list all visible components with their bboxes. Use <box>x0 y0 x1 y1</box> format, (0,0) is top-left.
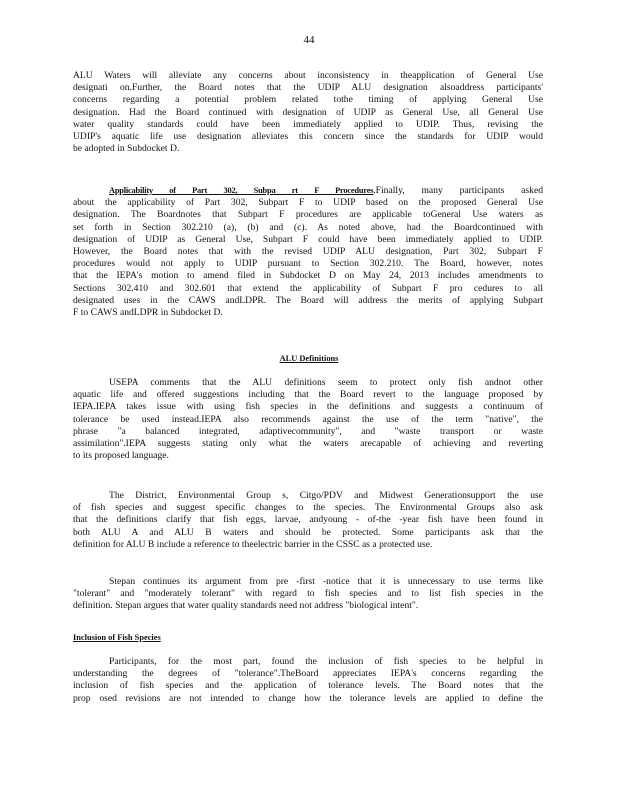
text-line: set forth in Section 302.210 (a), (b) and (c). As noted above, had the Boardcontinued with <box>73 221 543 233</box>
text-line: designation. Had the Board continued with designation of UDIP as General Use, all General Use <box>73 106 543 118</box>
text-line: that the definitions clarify that fish eggs, larvae, andyoung - of-the -year fish have been found in <box>73 514 543 526</box>
text-line: to its proposed language. <box>73 450 169 462</box>
paragraph-applicability <box>73 185 543 319</box>
text-line: be adopted in Subdocket D. <box>73 143 180 155</box>
text-line: IEPA.IEPA takes issue with using fish species in the definitions and suggests a continuum of <box>73 401 543 413</box>
text-span: .Finally, many participants asked <box>373 185 544 196</box>
text-line: The District, Environmental Group s, Citgo/PDV and Midwest Generationsupport the use <box>109 490 543 501</box>
text-line: that the IEPA's motion to amend filed in Subdocket D on May 24, 2013 includes amendments to <box>73 270 543 282</box>
paragraph-usepa-comments <box>73 377 543 462</box>
text-line: Sections 302.410 and 302.601 that extend the applicability of Subpart F pro cedures to all <box>73 282 543 294</box>
text-line: However, the Board notes that with the revised UDIP ALU designation, Part 302, Subpart F <box>73 246 543 258</box>
text-line: procedures would not apply to UDIP pursuant to Section 302.210. The Board, however, notes <box>73 258 543 270</box>
text-line: F to CAWS andLDPR in Subdocket D. <box>73 307 223 319</box>
page-number: 44 <box>303 34 315 46</box>
text-line: designation. The Boardnotes that Subpart F procedures are applicable toGeneral Use waters as <box>73 209 543 221</box>
text-line <box>73 185 543 197</box>
text-line: definition. Stepan argues that water quality standards need not address "biological intent". <box>73 600 419 612</box>
text-line: ALU Waters will alleviate any concerns about inconsistency in theapplication of General Use <box>73 70 543 81</box>
text-line: UDIP's aquatic life use designation alleviates this concern since the standards for UDIP would <box>73 131 543 143</box>
text-line: inclusion of fish species and the application of tolerance levels. The Board notes that the <box>73 680 543 692</box>
applicability-heading: Applicability of Part 302, Subpa rt F Procedures <box>109 186 374 195</box>
text-line: both ALU A and ALU B waters and should be protected. Some participants ask that the <box>73 526 543 538</box>
text-line: about the applicability of Part 302, Subpart F to UDIP based on the proposed General Use <box>73 197 543 209</box>
alu-definitions-heading: ALU Definitions <box>279 354 339 363</box>
text-line: Participants, for the most part, found the inclusion of fish species to be helpful in <box>109 656 543 667</box>
text-line: USEPA comments that the ALU definitions seem to protect only fish andnot other <box>109 377 543 388</box>
text-line: Stepan continues its argument from pre -first -notice that it is unnecessary to use terms like <box>109 576 543 587</box>
text-line: definition for ALU B include a reference to theelectric barrier in the CSSC as a protected use. <box>73 538 433 550</box>
text-line: designated uses in the CAWS andLDPR. The Board will address the merits of applying Subpart <box>73 294 543 306</box>
paragraph-alu-waters <box>73 70 543 155</box>
paragraph-stepan <box>73 576 543 613</box>
inclusion-heading: Inclusion of Fish Species <box>73 633 161 642</box>
text-line: water quality standards could have been immediately applied to UDIP. Thus, revising the <box>73 118 543 130</box>
text-line: prop osed revisions are not intended to change how the tolerance levels are applied to define the <box>73 692 543 704</box>
text-line: phrase "a balanced integrated, adaptivecommunity", and "waste transport or waste <box>73 425 543 437</box>
text-line: designation of UDIP as General Use, Subpart F could have been immediately applied to UDIP. <box>73 233 543 245</box>
text-line: understanding the degrees of "tolerance".TheBoard appreciates IEPA's concerns regarding the <box>73 668 543 680</box>
paragraph-participants <box>73 656 543 705</box>
text-line: designati on.Further, the Board notes that the UDIP ALU designation alsoaddress participants' <box>73 82 543 94</box>
paragraph-district <box>73 490 543 551</box>
text-line: tolerance be used instead.IEPA also recommends against the use of the term "native", the <box>73 413 543 425</box>
text-line: concerns regarding a potential problem related tothe timing of applying General Use <box>73 94 543 106</box>
text-line: "tolerant" and "moderately tolerant" with regard to fish species and to list fish species in the <box>73 588 543 600</box>
text-line: assimilation".IEPA suggests stating only what the waters arecapable of achieving and reverting <box>73 438 543 450</box>
text-line: of fish species and suggest specific changes to the species. The Environmental Groups also ask <box>73 502 543 514</box>
text-line: aquatic life and offered suggestions including that the Board revert to the language proposed by <box>73 389 543 401</box>
